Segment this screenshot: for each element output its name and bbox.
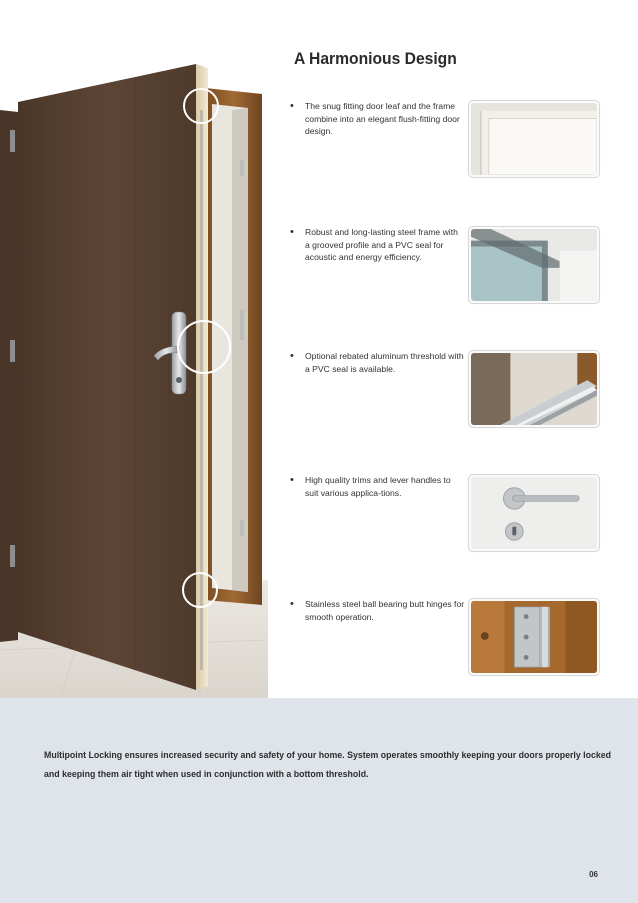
flush-door-corner-icon — [471, 103, 597, 175]
butt-hinge-icon — [471, 601, 597, 673]
bullet-icon: • — [290, 474, 294, 486]
door-illustration — [0, 0, 268, 700]
feature-thumbnail — [468, 226, 600, 304]
page-title: A Harmonious Design — [294, 49, 457, 68]
feature-text: Stainless steel ball bearing butt hinges for smooth operation. — [305, 599, 465, 622]
bottom-info-band — [0, 698, 638, 903]
bullet-icon: • — [290, 350, 294, 362]
bullet-icon: • — [290, 598, 294, 610]
feature-text: Optional rebated aluminum threshold with a PVC seal is available. — [305, 351, 464, 374]
open-door-photo — [0, 0, 268, 700]
multipoint-locking-text: Multipoint Locking ensures increased security and safety of your home. System operates smoothly keeping your doors properly locked and keeping them air tight when used in conjunction with a bottom threshold. — [44, 750, 612, 779]
steel-frame-profile-icon — [471, 229, 597, 301]
feature-text: Robust and long-lasting steel frame with a grooved profile and a PVC seal for acoustic and energy efficiency. — [305, 227, 458, 263]
bullet-icon: • — [290, 226, 294, 238]
aluminum-threshold-icon — [471, 353, 597, 425]
feature-thumbnail — [468, 350, 600, 428]
feature-thumbnail — [468, 598, 600, 676]
lever-handle-icon — [471, 477, 597, 549]
page-number: 06 — [589, 870, 598, 879]
feature-thumbnail — [468, 474, 600, 552]
feature-text: High quality trims and lever handles to suit various applica-tions. — [305, 475, 451, 498]
feature-thumbnail — [468, 100, 600, 178]
bullet-icon: • — [290, 100, 294, 112]
feature-text: The snug fitting door leaf and the frame combine into an elegant flush-fitting door design. — [305, 101, 460, 137]
